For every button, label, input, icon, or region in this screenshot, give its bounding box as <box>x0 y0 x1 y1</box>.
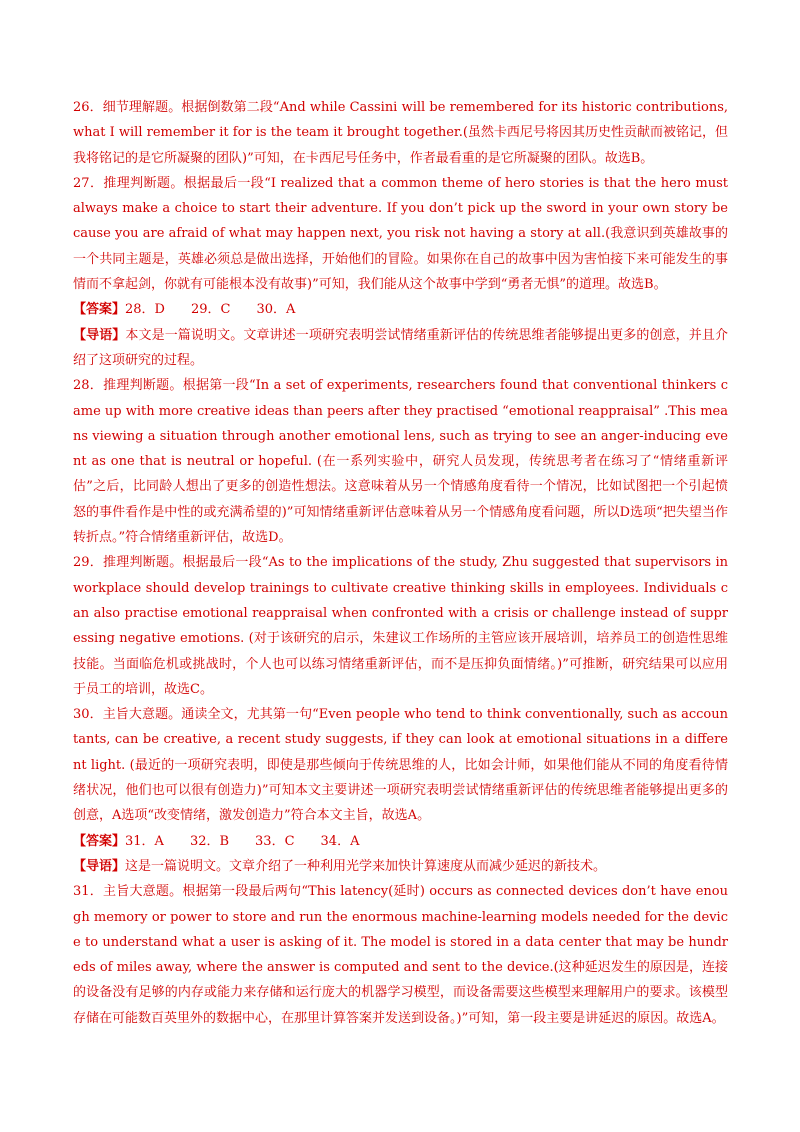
explanation-28: 28．推理判断题。根据第一段“In a set of experiments, researchers found that conventional thinkers came up with more creative ideas than peers after they practised “emotional reappraisal” .This means viewing a situation through another emotional lens, such as trying to see an anger-inducing event as one that is neutral or hopeful. (在一系列实验中，研究人员发现，传统思考者在练习了“情绪重新评估”之后，比同龄人想出了更多的创造性想法。这意味着从另一个情感角度看待一个情况，比如试图把一个引起愤怒的事件看作是中性的或充满希望的)”可知情绪重新评估意味着从另一个情感角度看问题，所以D选项“把失望当作转折点。”符合情绪重新评估，故选D。 <box>73 378 728 546</box>
answer-text: 28．D 29．C 30．A <box>125 302 296 318</box>
explanation-29: 29．推理判断题。根据最后一段“As to the implications of the study, Zhu suggested that supervisors in workplace should develop trainings to cultivate creative thinking skills in employees. Individuals can also practise emotional reappraisal when confronted with a crisis or challenge instead of suppressing negative emotions. (对于该研究的启示，朱建议工作场所的主管应该开展培训，培养员工的创造性思维技能。当面临危机或挑战时，个人也可以练习情绪重新评估，而不是压抑负面情绪。)”可推断，研究结果可以应用于员工的培训，故选C。 <box>73 555 728 697</box>
document-page <box>73 95 728 1031</box>
intro-text: 这是一篇说明文。文章介绍了一种利用光学来加快计算速度从而减少延迟的新技术。 <box>125 858 607 874</box>
answer-tag: 【答案】 <box>73 302 126 318</box>
intro-tag: 【导语】 <box>73 858 126 874</box>
answer-text: 31．A 32．B 33．C 34．A <box>125 833 360 849</box>
explanation-27: 27．推理判断题。根据最后一段“I realized that a common theme of hero stories is that the hero must always make a choice to start their adventure. If you don’t pick up the sword in your own story because you are afraid of what may happen next, you risk not having a story at all.(我意识到英雄故事的一个共同主题是，英雄必须总是做出选择，开始他们的冒险。如果你在自己的故事中因为害怕接下来可能发生的事情而不拿起剑，你就有可能根本没有故事)”可知，我们能从这个故事中学到“勇者无惧”的道理。故选B。 <box>73 175 728 293</box>
answer-tag: 【答案】 <box>73 833 126 849</box>
explanation-31: 31．主旨大意题。根据第一段最后两句“This latency(延时) occurs as connected devices don’t have enough memory or power to store and run the enormous machine-learning models needed for the device to understand what a user is asking of it. The model is stored in a data center that may be hundreds of miles away, where the answer is computed and sent to the device.(这种延迟发生的原因是，连接的设备没有足够的内存或能力来存储和运行庞大的机器学习模型，而设备需要这些模型来理解用户的要求。该模型存储在可能数百英里外的数据中心，在那里计算答案并发送到设备。)”可知，第一段主要是讲延迟的原因。故选A。 <box>73 884 728 1026</box>
intro-line-28-30 <box>73 323 728 374</box>
intro-tag: 【导语】 <box>73 327 126 343</box>
explanation-26: 26．细节理解题。根据倒数第二段“And while Cassini will be remembered for its historic contributions, what I will remember it for is the team it brought together.(虽然卡西尼号将因其历史性贡献而被铭记，但我将铭记的是它所凝聚的团队)”可知，在卡西尼号任务中，作者最看重的是它所凝聚的团队。故选B。 <box>73 100 728 166</box>
answer-line-28-30 <box>73 297 728 322</box>
explanation-30: 30．主旨大意题。通读全文，尤其第一句“Even people who tend to think conventionally, such as accountants, can be creative, a recent study suggests, if they can look at emotional situations in a different light. (最近的一项研究表明，即使是那些倾向于传统思维的人，比如会计师，如果他们能从不同的角度看待情绪状况，他们也可以很有创造力)”可知本文主要讲述一项研究表明尝试情绪重新评估的传统思维者能够提出更多的创意，A选项“改变情绪，激发创造力”符合本文主旨，故选A。 <box>73 707 728 824</box>
intro-line-31-34 <box>73 854 728 879</box>
answer-line-31-34 <box>73 829 728 854</box>
intro-text: 本文是一篇说明文。文章讲述一项研究表明尝试情绪重新评估的传统思维者能够提出更多的创意，并且介绍了这项研究的过程。 <box>73 327 728 368</box>
